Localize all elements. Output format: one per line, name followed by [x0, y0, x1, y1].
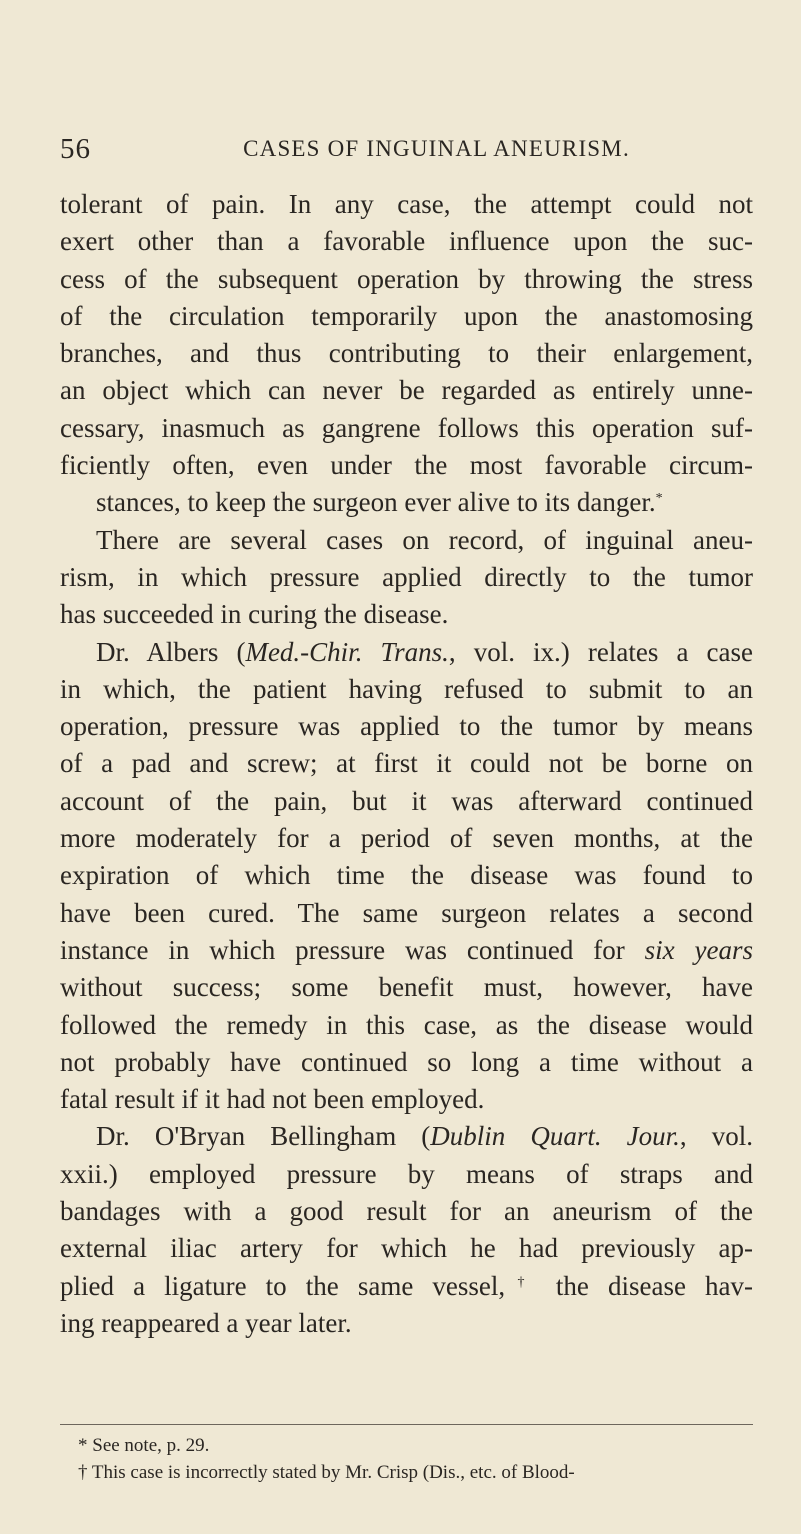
text-segment: the disease hav-	[536, 1270, 753, 1301]
text-line: branches, and thus contributing to their enlargement,	[60, 338, 753, 369]
body-text	[60, 186, 753, 1342]
text-line: more moderately for a period of seven months, at the	[60, 823, 753, 854]
running-head: CASES OF INGUINAL ANEURISM.	[243, 136, 630, 161]
text-segment: Dr. Albers (	[96, 636, 246, 667]
page-header	[60, 133, 741, 173]
text-line: cess of the subsequent operation by throwing the stress	[60, 263, 753, 294]
footnote-marker-star: *	[655, 491, 663, 507]
text-line	[60, 634, 753, 671]
text-line: ficiently often, even under the most favorable circum-	[60, 450, 753, 481]
page-number: 56	[60, 133, 91, 165]
text-line	[60, 1118, 753, 1155]
text-line: in which, the patient having refused to submit to an	[60, 673, 753, 704]
text-line: fatal result if it had not been employed.	[60, 1084, 485, 1115]
text-line: rism, in which pressure applied directly to the tumor	[60, 561, 753, 592]
text-line: tolerant of pain. In any case, the attempt could not	[60, 189, 753, 219]
text-line: has succeeded in curing the disease.	[60, 599, 449, 630]
footnote-dagger: † This case is incorrectly stated by Mr. Crisp (Dis., etc. of Blood-	[78, 1462, 575, 1483]
text-line: cessary, inasmuch as gangrene follows this operation suf-	[60, 412, 753, 443]
text-segment: stances, to keep the surgeon ever alive to its danger.	[96, 487, 656, 518]
text-line: operation, pressure was applied to the tumor by means	[60, 711, 753, 742]
text-line: There are several cases on record, of inguinal aneu-	[96, 524, 753, 555]
text-line: without success; some benefit must, however, have	[60, 972, 753, 1003]
text-line: exert other than a favorable influence upon the suc-	[60, 226, 753, 257]
text-line: xxii.) employed pressure by means of straps and	[60, 1158, 753, 1189]
text-line: of the circulation temporarily upon the anastomosing	[60, 300, 753, 331]
text-line: expiration of which time the disease was found to	[60, 860, 753, 891]
text-segment: , vol.	[679, 1121, 753, 1152]
text-line	[60, 1268, 753, 1305]
text-line	[60, 932, 753, 969]
footnote-divider	[60, 1424, 753, 1425]
emphasis-six-years: six years	[644, 934, 753, 965]
text-line: external iliac artery for which he had previously ap-	[60, 1233, 753, 1264]
text-line: account of the pain, but it was afterward continued	[60, 785, 753, 816]
text-line: an object which can never be regarded as entirely unne-	[60, 375, 753, 406]
footnote-marker-dagger: †	[505, 1274, 537, 1290]
footnotes	[60, 1432, 753, 1486]
text-line: ing reappeared a year later.	[60, 1307, 352, 1338]
text-segment: plied a ligature to the same vessel,	[60, 1270, 506, 1301]
text-line	[60, 484, 753, 521]
text-line: not probably have continued so long a time without a	[60, 1046, 753, 1077]
text-segment: instance in which pressure was continued for	[60, 934, 645, 965]
citation-med-chir-trans: Med.-Chir. Trans.	[245, 636, 449, 667]
text-segment: , vol. ix.) relates a case	[448, 636, 754, 667]
text-line: of a pad and screw; at first it could not be borne on	[60, 748, 753, 779]
text-line: bandages with a good result for an aneurism of the	[60, 1196, 753, 1227]
text-line: have been cured. The same surgeon relates a second	[60, 897, 753, 928]
footnote-star: * See note, p. 29.	[78, 1435, 210, 1456]
text-segment: Dr. O'Bryan Bellingham (	[96, 1121, 431, 1152]
citation-dublin-quart-jour: Dublin Quart. Jour.	[430, 1121, 680, 1152]
text-line: followed the remedy in this case, as the disease would	[60, 1009, 753, 1040]
